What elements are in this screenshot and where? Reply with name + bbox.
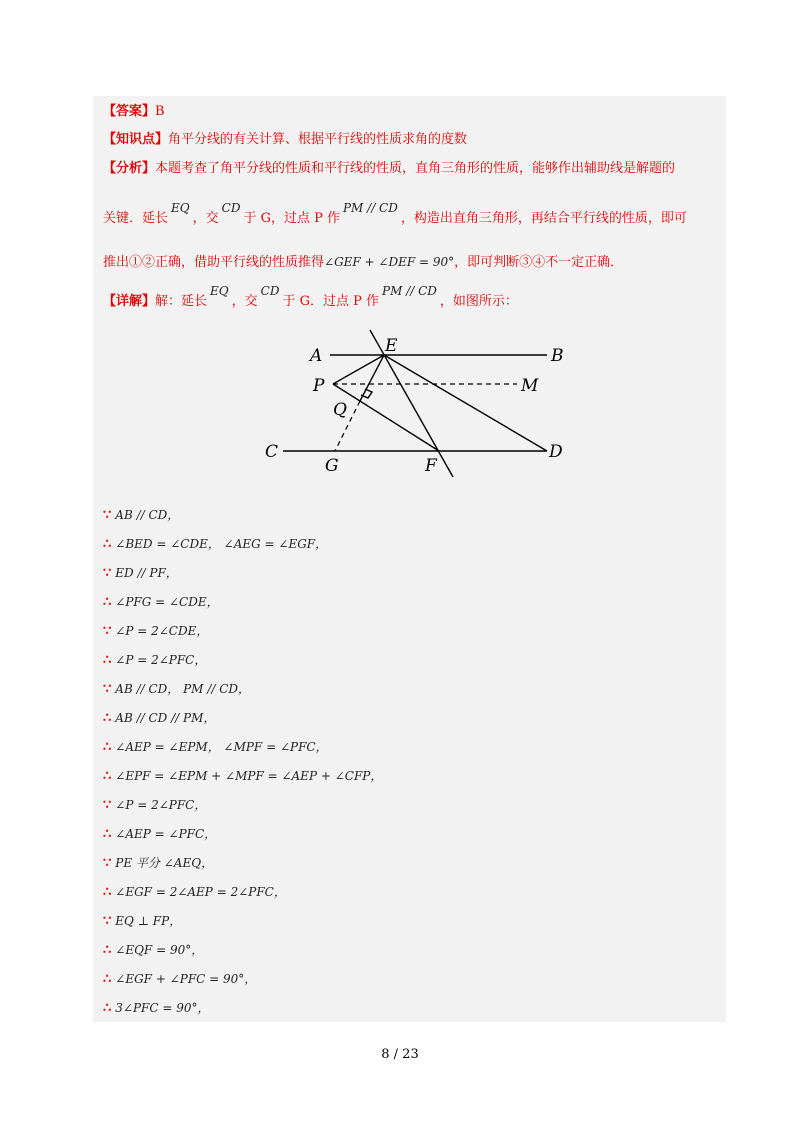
step-symbol: ∴: [103, 595, 112, 610]
proof-step: [103, 593, 219, 610]
analysis-line-3: [103, 253, 623, 272]
analysis-text-3b: ，即可判断③④不一定正确．: [454, 255, 624, 270]
step-math: ∠EQF = 90°: [115, 943, 192, 957]
proof-step: [103, 941, 203, 958]
math-cd-2: CD: [260, 284, 280, 298]
step-tail: ，: [194, 653, 207, 667]
step-math: ∠EGF = 2∠AEP = 2∠PFC: [115, 885, 274, 899]
step-tail: ，: [204, 827, 217, 841]
step-symbol: ∴: [103, 740, 112, 755]
proof-step: [103, 738, 328, 755]
step-tail: ，: [273, 885, 286, 899]
step-tail: ，: [169, 914, 182, 928]
detail-text-b: ，交: [231, 294, 258, 309]
step-tail: ， ∠MPF = ∠PFC，: [207, 740, 328, 754]
step-tail: ，: [206, 595, 219, 609]
proof-step: [103, 999, 210, 1016]
detail-line: [103, 284, 518, 311]
analysis-text-2d: ，构造出直角三角形，再结合平行线的性质，即可: [400, 211, 687, 226]
label-m: M: [521, 376, 539, 396]
step-math: AB // CD: [115, 682, 168, 696]
proof-step: [103, 506, 179, 523]
analysis-tag: 【分析】: [103, 161, 156, 176]
step-tail: ，: [165, 566, 178, 580]
label-q: Q: [333, 400, 347, 420]
math-cd: CD: [221, 201, 241, 215]
step-math: 3∠PFC = 90°: [115, 1001, 198, 1015]
answer-line: [103, 103, 165, 121]
step-math: ∠BED = ∠CDE: [115, 537, 208, 551]
step-symbol: ∴: [103, 885, 112, 900]
step-tail: ， PM // CD，: [167, 682, 250, 696]
proof-step: [103, 796, 206, 813]
label-p: P: [313, 376, 325, 396]
page-number: 8 / 23: [381, 1047, 419, 1062]
step-math: ∠P = 2∠CDE: [115, 624, 197, 638]
knowledge-line: [103, 131, 467, 149]
step-symbol: ∵: [103, 914, 112, 929]
step-tail: ，: [201, 856, 214, 870]
step-symbol: ∵: [103, 566, 112, 581]
math-pm-2: PM // CD: [382, 284, 437, 298]
proof-step: [103, 854, 213, 871]
analysis-text-3a: 推出①②正确，借助平行线的性质推得: [103, 255, 325, 270]
step-math: PE 平分 ∠AEQ: [115, 856, 202, 870]
label-g: G: [325, 456, 339, 476]
step-symbol: ∴: [103, 537, 112, 552]
line-ed: [384, 355, 547, 451]
step-symbol: ∴: [103, 943, 112, 958]
step-symbol: ∵: [103, 856, 112, 871]
step-tail: ，: [197, 1001, 210, 1015]
math-eq-2: EQ: [210, 284, 229, 298]
detail-text-a: 解：延长: [155, 294, 208, 309]
math-angle-sum: ∠GEF + ∠DEF = 90°: [324, 255, 455, 269]
step-math: ∠PFG = ∠CDE: [115, 595, 207, 609]
detail-text-c: 于 G．过点 P 作: [282, 294, 379, 309]
step-symbol: ∴: [103, 769, 112, 784]
detail-tag: 【详解】: [103, 294, 156, 309]
knowledge-tag: 【知识点】: [103, 132, 169, 147]
label-b: B: [551, 346, 564, 366]
label-c: C: [265, 442, 279, 462]
proof-step: [103, 680, 250, 697]
line-ef-extended: [370, 330, 453, 477]
analysis-text-1: 本题考查了角平分线的性质和平行线的性质，直角三角形的性质，能够作出辅助线是解题的: [155, 161, 676, 176]
step-tail: ，: [191, 943, 204, 957]
proof-step: [103, 709, 215, 726]
analysis-line-1: [103, 160, 675, 178]
step-math: ∠AEP = ∠PFC: [115, 827, 205, 841]
step-math: AB // CD // PM: [115, 711, 204, 725]
step-tail: ，: [244, 972, 257, 986]
proof-step: [103, 767, 382, 784]
analysis-text-2b: ，交: [192, 211, 219, 226]
step-math: ∠AEP = ∠EPM: [115, 740, 208, 754]
label-e: E: [385, 336, 398, 356]
step-tail: ， ∠AEG = ∠EGF，: [207, 537, 328, 551]
proof-step: [103, 825, 216, 842]
analysis-text-2c: 于 G，过点 P 作: [243, 211, 340, 226]
step-tail: ，: [370, 769, 383, 783]
math-pm: PM // CD: [342, 201, 398, 215]
analysis-text-2a: 关键．延长: [103, 211, 169, 226]
proof-step: [103, 883, 286, 900]
step-symbol: ∵: [103, 798, 112, 813]
step-math: ED // PF: [115, 566, 166, 580]
step-tail: ，: [203, 711, 216, 725]
proof-step: [103, 622, 208, 639]
step-tail: ，: [196, 624, 209, 638]
step-math: ∠P = 2∠PFC: [115, 653, 195, 667]
step-symbol: ∴: [103, 1001, 112, 1016]
step-symbol: ∵: [103, 624, 112, 639]
step-symbol: ∴: [103, 827, 112, 842]
label-f: F: [425, 456, 437, 476]
step-math: AB // CD: [115, 508, 168, 522]
label-a: A: [310, 346, 323, 366]
step-math: ∠P = 2∠PFC: [115, 798, 195, 812]
step-symbol: ∵: [103, 682, 112, 697]
answer-value: B: [155, 104, 165, 119]
knowledge-text: 角平分线的有关计算、根据平行线的性质求角的度数: [168, 132, 468, 147]
step-symbol: ∴: [103, 653, 112, 668]
analysis-line-2: [103, 201, 687, 228]
proof-step: [103, 564, 178, 581]
step-math: ∠EPF = ∠EPM + ∠MPF = ∠AEP + ∠CFP: [115, 769, 371, 783]
label-d: D: [549, 442, 563, 462]
detail-text-d: ，如图所示：: [439, 294, 518, 309]
step-symbol: ∴: [103, 972, 112, 987]
proof-step: [103, 651, 206, 668]
line-pf: [333, 384, 439, 451]
step-symbol: ∴: [103, 711, 112, 726]
step-math: EQ ⊥ FP: [115, 914, 170, 928]
step-tail: ，: [167, 508, 180, 522]
answer-tag: 【答案】: [103, 104, 156, 119]
step-math: ∠EGF + ∠PFC = 90°: [115, 972, 245, 986]
step-tail: ，: [194, 798, 207, 812]
step-symbol: ∵: [103, 508, 112, 523]
geometry-figure: [255, 325, 575, 485]
proof-step: [103, 535, 327, 552]
proof-step: [103, 912, 181, 929]
proof-step: [103, 970, 256, 987]
math-eq: EQ: [171, 201, 190, 215]
